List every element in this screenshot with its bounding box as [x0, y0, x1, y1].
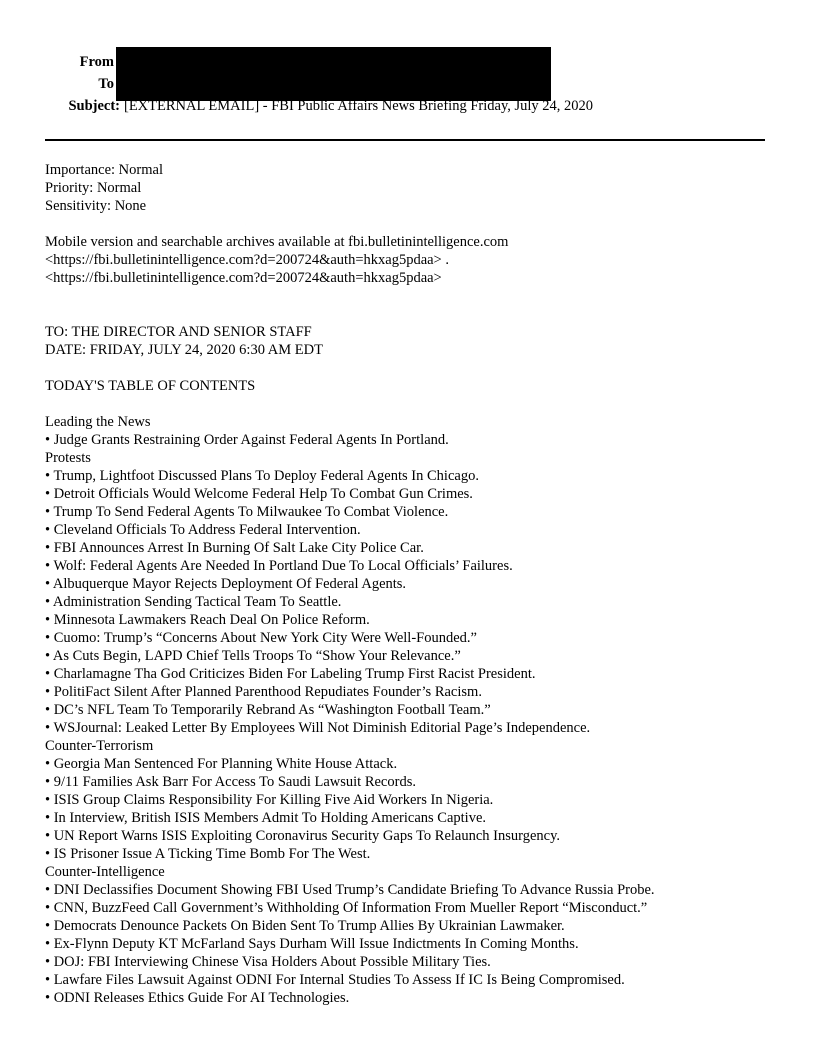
toc-item: • Detroit Officials Would Welcome Federal Help To Combat Gun Crimes. — [45, 486, 473, 502]
toc-item: • Cleveland Officials To Address Federal Intervention. — [45, 522, 361, 538]
memo-date: DATE: FRIDAY, JULY 24, 2020 6:30 AM EDT — [45, 342, 323, 358]
toc-item: • ISIS Group Claims Responsibility For Killing Five Aid Workers In Nigeria. — [45, 792, 494, 808]
toc-item: • Trump To Send Federal Agents To Milwaukee To Combat Violence. — [45, 504, 449, 520]
toc-item: • Trump, Lightfoot Discussed Plans To Deploy Federal Agents In Chicago. — [45, 468, 479, 484]
to-label: To — [98, 76, 114, 92]
section-heading: Counter-Terrorism — [45, 738, 154, 754]
toc-item: • Democrats Denounce Packets On Biden Sent To Trump Allies By Ukrainian Lawmaker. — [45, 918, 565, 934]
toc-item: • DC’s NFL Team To Temporarily Rebrand As “Washington Football Team.” — [45, 702, 491, 718]
subject-label: Subject: — [68, 98, 120, 114]
toc-item: • DOJ: FBI Interviewing Chinese Visa Holders About Possible Military Ties. — [45, 954, 491, 970]
table-of-contents — [45, 413, 785, 1007]
archive-link[interactable]: <https://fbi.bulletinintelligence.com?d=200724&auth=hkxag5pdaa> . — [45, 252, 449, 268]
toc-item: • CNN, BuzzFeed Call Government’s Withholding Of Information From Mueller Report “Misconduct.” — [45, 900, 648, 916]
header-divider — [45, 139, 765, 141]
toc-item: • Georgia Man Sentenced For Planning White House Attack. — [45, 756, 398, 772]
section-heading: Leading the News — [45, 414, 151, 430]
toc-item: • FBI Announces Arrest In Burning Of Salt Lake City Police Car. — [45, 540, 424, 556]
section-heading: Protests — [45, 450, 91, 466]
toc-item: • Ex-Flynn Deputy KT McFarland Says Durham Will Issue Indictments In Coming Months. — [45, 936, 579, 952]
toc-item: • WSJournal: Leaked Letter By Employees Will Not Diminish Editorial Page’s Independence. — [45, 720, 591, 736]
toc-item: • PolitiFact Silent After Planned Parenthood Repudiates Founder’s Racism. — [45, 684, 482, 700]
toc-item: • Lawfare Files Lawsuit Against ODNI For Internal Studies To Assess If IC Is Being Compromised. — [45, 972, 625, 988]
toc-item: • Judge Grants Restraining Order Against Federal Agents In Portland. — [45, 432, 449, 448]
toc-title: TODAY'S TABLE OF CONTENTS — [45, 378, 256, 394]
importance-line: Importance: Normal — [45, 162, 163, 178]
toc-item: • ODNI Releases Ethics Guide For AI Technologies. — [45, 990, 350, 1006]
redaction-block — [116, 47, 551, 101]
toc-item: • IS Prisoner Issue A Ticking Time Bomb For The West. — [45, 846, 371, 862]
memo-to: TO: THE DIRECTOR AND SENIOR STAFF — [45, 324, 312, 340]
sensitivity-line: Sensitivity: None — [45, 198, 147, 214]
toc-item: • Cuomo: Trump’s “Concerns About New York City Were Well-Founded.” — [45, 630, 477, 646]
toc-item: • As Cuts Begin, LAPD Chief Tells Troops To “Show Your Relevance.” — [45, 648, 461, 664]
subject-value: [EXTERNAL EMAIL] - FBI Public Affairs News Briefing Friday, July 24, 2020 — [124, 98, 594, 114]
priority-line: Priority: Normal — [45, 180, 142, 196]
toc-item: • Wolf: Federal Agents Are Needed In Portland Due To Local Officials’ Failures. — [45, 558, 513, 574]
toc-item: • Minnesota Lawmakers Reach Deal On Police Reform. — [45, 612, 370, 628]
toc-item: • UN Report Warns ISIS Exploiting Coronavirus Security Gaps To Relaunch Insurgency. — [45, 828, 561, 844]
toc-item: • DNI Declassifies Document Showing FBI Used Trump’s Candidate Briefing To Advance Russia Probe. — [45, 882, 655, 898]
toc-item: • Albuquerque Mayor Rejects Deployment Of Federal Agents. — [45, 576, 407, 592]
toc-item: • Charlamagne Tha God Criticizes Biden For Labeling Trump First Racist President. — [45, 666, 536, 682]
toc-item: • 9/11 Families Ask Barr For Access To Saudi Lawsuit Records. — [45, 774, 416, 790]
from-label: From — [79, 54, 114, 70]
email-body — [45, 161, 785, 1007]
toc-item: • Administration Sending Tactical Team To Seattle. — [45, 594, 342, 610]
archive-line: Mobile version and searchable archives available at fbi.bulletinintelligence.com — [45, 234, 509, 250]
toc-item: • In Interview, British ISIS Members Admit To Holding Americans Captive. — [45, 810, 487, 826]
section-heading: Counter-Intelligence — [45, 864, 165, 880]
archive-link[interactable]: <https://fbi.bulletinintelligence.com?d=200724&auth=hkxag5pdaa> — [45, 270, 442, 286]
